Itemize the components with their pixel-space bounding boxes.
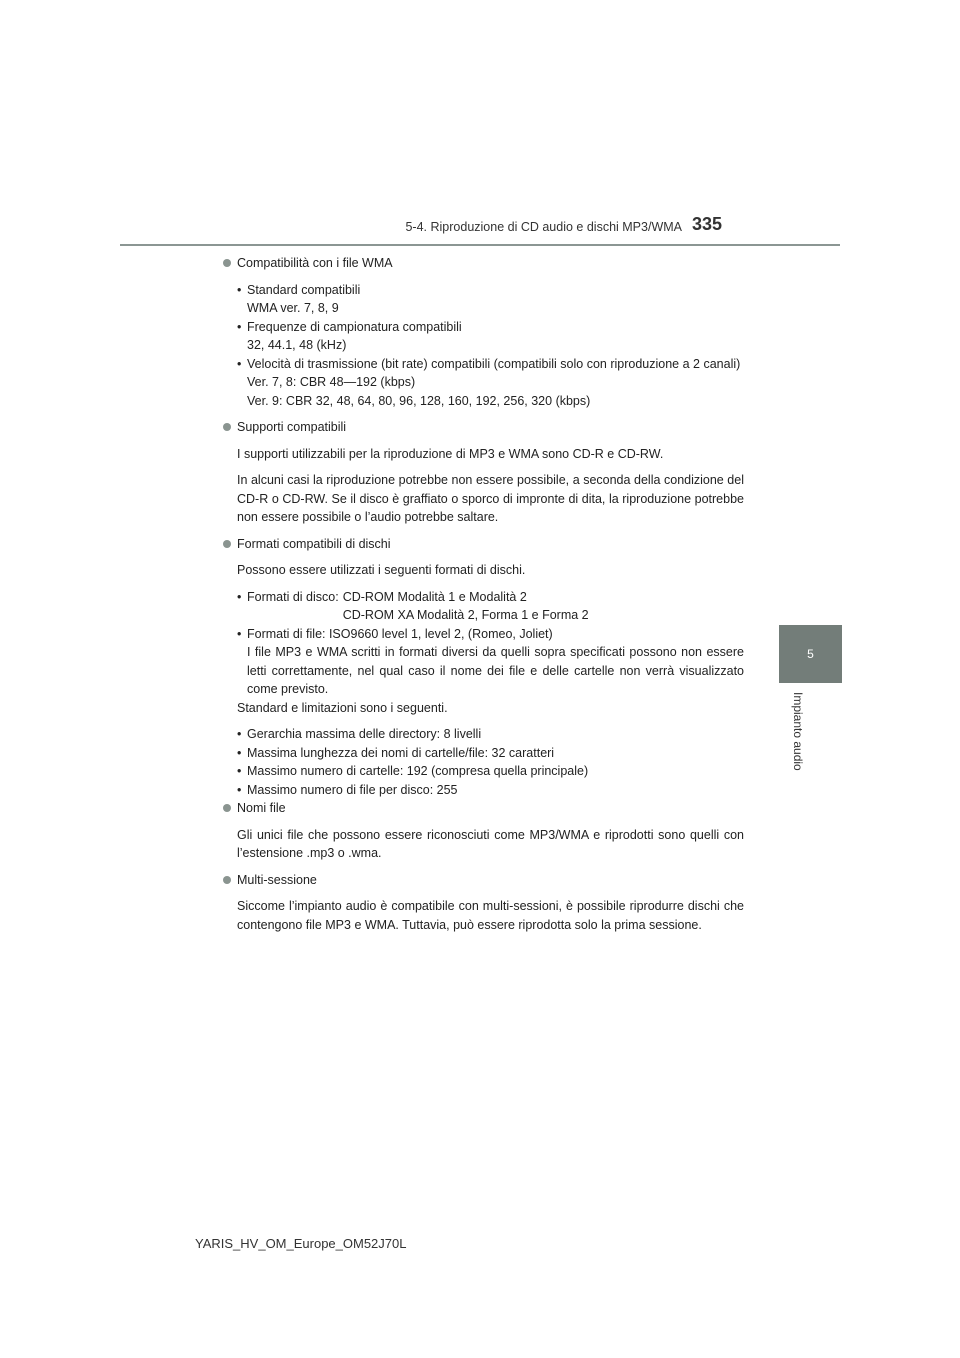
file-format-line: • Formati di file: ISO9660 level 1, level 2, (Romeo, Joliet) <box>247 626 553 641</box>
bullet-circle-icon <box>223 423 231 431</box>
section-names <box>223 799 744 863</box>
paragraph: I supporti utilizzabili per la riproduzione di MP3 e WMA sono CD-R e CD-RW. <box>237 446 664 461</box>
page-number: 335 <box>692 214 723 234</box>
item-label: • Velocità di trasmissione (bit rate) compatibili (compatibili solo con riproduzione a 2 canali) <box>247 356 741 371</box>
running-header-title: 5-4. Riproduzione di CD audio e dischi MP3/WMA <box>405 220 682 234</box>
section-heading <box>223 799 744 818</box>
item-value: 32, 44.1, 48 (kHz) <box>247 338 347 352</box>
format-list <box>237 588 744 699</box>
paragraph: In alcuni casi la riproduzione potrebbe non essere possibile, a seconda della condizione del CD-R o CD-RW. Se il disco è graffiato o sporco di impronte di dita, la riproduzione potrebbe non essere possibile o l’audio potrebbe saltare. <box>237 473 744 524</box>
section-title: Nomi file <box>237 801 286 815</box>
section-heading <box>223 254 744 273</box>
list-item <box>237 355 744 411</box>
section-heading <box>223 871 744 890</box>
section-wma <box>223 254 744 410</box>
page-body <box>223 254 744 942</box>
paragraph: Possono essere utilizzati i seguenti formati di dischi. <box>237 563 526 577</box>
section-heading <box>223 535 744 554</box>
section-supports <box>223 418 744 527</box>
item-label: • Standard compatibili <box>247 282 361 297</box>
limits-intro: Standard e limitazioni sono i seguenti. <box>237 700 448 715</box>
section-multisession <box>223 871 744 935</box>
disc-format-value: CD-ROM XA Modalità 2, Forma 1 e Forma 2 <box>342 608 589 622</box>
list-item <box>237 588 744 625</box>
list-item <box>237 281 744 318</box>
list-item <box>237 318 744 355</box>
bullet-circle-icon <box>223 804 231 812</box>
document-code: YARIS_HV_OM_Europe_OM52J70L <box>195 1236 407 1251</box>
item-value: Ver. 9: CBR 32, 48, 64, 80, 96, 128, 160, 192, 256, 320 (kbps) <box>247 393 591 408</box>
paragraph: Siccome l’impianto audio è compatibile con multi-sessioni, è possibile riprodurre dischi che contengono file MP3 e WMA. Tuttavia, può essere riprodotta solo la prima sessione. <box>237 899 744 932</box>
header-divider <box>120 244 840 246</box>
bullet-circle-icon <box>223 540 231 548</box>
item-value: Ver. 7, 8: CBR 48—192 (kbps) <box>247 375 416 389</box>
list-item: • Massimo numero di file per disco: 255 <box>237 781 744 800</box>
list-item: • Massimo numero di cartelle: 192 (compresa quella principale) <box>237 762 744 781</box>
bullet-circle-icon <box>223 876 231 884</box>
chapter-number: 5 <box>807 647 814 661</box>
disc-format-value: CD-ROM Modalità 1 e Modalità 2 <box>342 589 527 604</box>
file-format-note: I file MP3 e WMA scritti in formati diversi da quelli sopra specificati possono non essere letti correttamente, nel qual caso il nome dei file e delle cartelle non verrà visualizzato come previsto. <box>247 645 744 696</box>
disc-format-values <box>343 588 589 625</box>
chapter-side-label <box>789 692 805 784</box>
paragraph: Gli unici file che possono essere riconosciuti come MP3/WMA e riprodotti sono quelli con l’estensione .mp3 o .wma. <box>237 827 744 860</box>
item-label: • Frequenze di campionatura compatibili <box>247 319 462 334</box>
section-title: Compatibilità con i file WMA <box>237 256 393 270</box>
item-value: WMA ver. 7, 8, 9 <box>247 301 339 315</box>
chapter-tab <box>779 625 842 683</box>
section-formats <box>223 535 744 800</box>
disc-format-row <box>247 588 744 625</box>
list-item: • Gerarchia massima delle directory: 8 livelli <box>237 725 744 744</box>
chapter-title: Impianto audio <box>791 692 805 771</box>
list-item <box>237 625 744 699</box>
limits-list <box>237 725 744 799</box>
bullet-circle-icon <box>223 259 231 267</box>
list-item: • Massima lunghezza dei nomi di cartelle/file: 32 caratteri <box>237 744 744 763</box>
section-title: Formati compatibili di dischi <box>237 536 391 551</box>
section-title: Supporti compatibili <box>237 420 347 434</box>
section-title: Multi-sessione <box>237 872 317 887</box>
wma-spec-list <box>237 281 744 411</box>
disc-format-label: • Formati di disco: <box>247 589 339 604</box>
section-heading <box>223 418 744 437</box>
